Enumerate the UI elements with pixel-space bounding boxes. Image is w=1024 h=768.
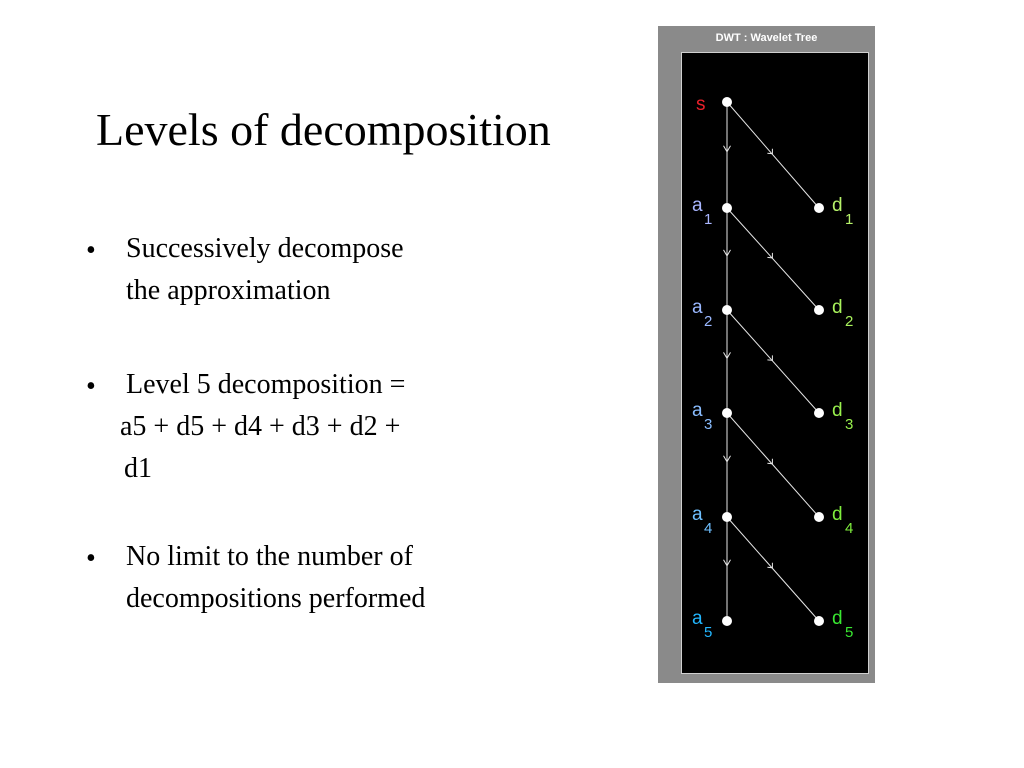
approximation-node [722, 203, 732, 213]
approximation-node [722, 512, 732, 522]
detail-branch [727, 310, 819, 413]
wavelet-tree-canvas [682, 53, 868, 673]
detail-branch [727, 102, 819, 208]
detail-index: 1 [845, 211, 854, 228]
detail-index: 3 [845, 416, 854, 433]
detail-node [814, 616, 824, 626]
approximation-node [722, 408, 732, 418]
approximation-node [722, 616, 732, 626]
signal-node [722, 97, 732, 107]
detail-label: d [832, 297, 843, 318]
bullet-line: d1 [124, 453, 152, 484]
detail-index: 4 [845, 520, 854, 537]
bullet-marker: • [86, 371, 96, 402]
detail-node [814, 408, 824, 418]
wavelet-tree-panel [658, 26, 875, 683]
detail-branch [727, 413, 819, 517]
detail-index: 5 [845, 624, 854, 641]
detail-label: d [832, 400, 843, 421]
bullet-line: the approximation [126, 275, 331, 306]
approximation-index: 4 [704, 520, 713, 537]
panel-title: DWT : Wavelet Tree [715, 32, 818, 44]
detail-node [814, 305, 824, 315]
wavelet-tree-diagram [682, 53, 868, 673]
bullet-line: decompositions performed [126, 583, 426, 614]
approximation-label: a [692, 297, 703, 318]
bullet-marker: • [86, 235, 96, 266]
detail-index: 2 [845, 313, 854, 330]
approximation-index: 3 [704, 416, 713, 433]
approximation-index: 1 [704, 211, 713, 228]
bullet-line: Successively decompose [126, 233, 404, 264]
detail-node [814, 203, 824, 213]
approximation-label: a [692, 400, 703, 421]
bullet-marker: • [86, 543, 96, 574]
approximation-label: a [692, 608, 703, 629]
detail-label: d [832, 608, 843, 629]
signal-label: s [696, 94, 706, 115]
approximation-label: a [692, 195, 703, 216]
detail-label: d [832, 504, 843, 525]
bullet-line: a5 + d5 + d4 + d3 + d2 + [120, 411, 401, 442]
approximation-label: a [692, 504, 703, 525]
detail-label: d [832, 195, 843, 216]
bullet-line: Level 5 decomposition = [126, 369, 406, 400]
detail-node [814, 512, 824, 522]
approximation-index: 2 [704, 313, 713, 330]
bullet-line: No limit to the number of [126, 541, 413, 572]
detail-branch [727, 208, 819, 310]
detail-branch [727, 517, 819, 621]
approximation-index: 5 [704, 624, 713, 641]
approximation-node [722, 305, 732, 315]
slide-title: Levels of decomposition [96, 104, 551, 155]
